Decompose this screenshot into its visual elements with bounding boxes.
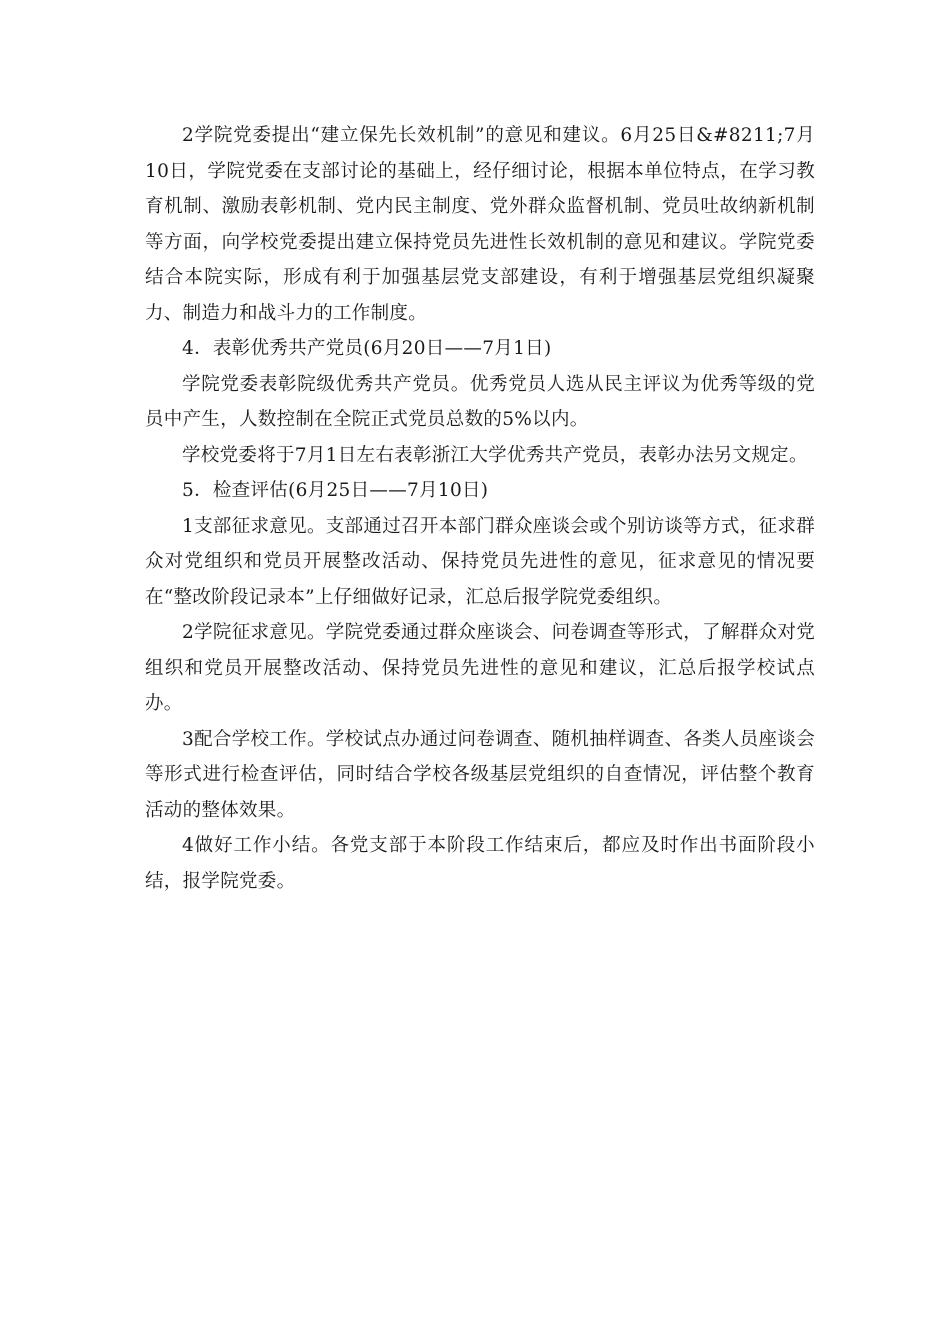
- paragraph-school-commend: 学校党委将于7月1日左右表彰浙江大学优秀共产党员，表彰办法另文规定。: [182, 444, 808, 466]
- paragraph-branch-opinions: 1支部征求意见。支部通过召开本部门群众座谈会或个别访谈等方式，征求群众对党组织和党员开展整改活动、保持党员先进性的意见，征求意见的情况要在“整改阶段记录本”上仔细做好记录，汇总后报学院党委组织。: [145, 515, 815, 608]
- section-heading-commend: 4．表彰优秀共产党员(6月20日——7月1日): [182, 338, 552, 359]
- paragraph-college-commend: 学院党委表彰院级优秀共产党员。优秀党员人选从民主评议为优秀等级的党员中产生，人数控制在全院正式党员总数的5%以内。: [145, 373, 815, 430]
- paragraph-cooperate-school: 3配合学校工作。学校试点办通过问卷调查、随机抽样调查、各类人员座谈会等形式进行检查评估，同时结合学校各级基层党组织的自查情况，评估整个教育活动的整体效果。: [145, 728, 815, 821]
- paragraph-college-opinions: 2学院征求意见。学院党委通过群众座谈会、问卷调查等形式，了解群众对党组织和党员开展整改活动、保持党员先进性的意见和建议，汇总后报学校试点办。: [145, 622, 815, 714]
- paragraph-work-summary: 4做好工作小结。各党支部于本阶段工作结束后，都应及时作出书面阶段小结，报学院党委。: [145, 835, 815, 892]
- document-body: [145, 118, 815, 899]
- paragraph-proposal: 2学院党委提出“建立保先长效机制”的意见和建议。6月25日&#8211;7月10日，学院党委在支部讨论的基础上，经仔细讨论，根据本单位特点，在学习教育机制、激励表彰机制、党内民主制度、党外群众监督机制、党员吐故纳新机制等方面，向学校党委提出建立保持党员先进性长效机制的意见和建议。学院党委结合本院实际，形成有利于加强基层党支部建设，有利于增强基层党组织凝聚力、制造力和战斗力的工作制度。: [145, 125, 815, 324]
- section-heading-evaluation: 5．检查评估(6月25日——7月10日): [182, 480, 489, 501]
